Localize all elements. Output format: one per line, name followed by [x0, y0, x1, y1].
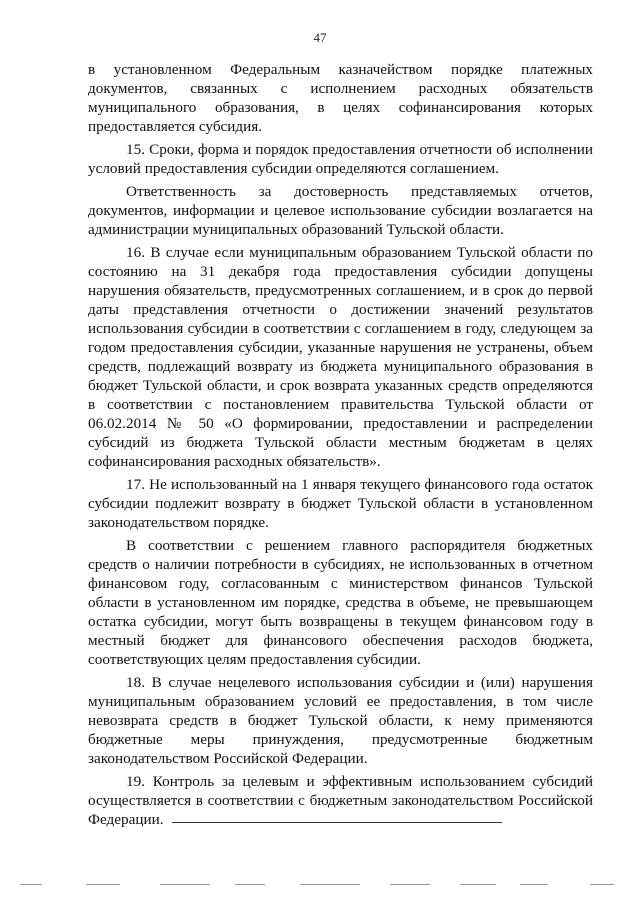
closing-rule: [172, 822, 502, 823]
paragraph-item-15: 15. Сроки, форма и порядок предоставления отчетности об исполнении условий предоставления субсидии определяются соглашением.: [88, 141, 593, 177]
paragraph-item-17: 17. Не использованный на 1 января текущего финансового года остаток субсидии подлежит возврату в бюджет Тульской области в установленном законодательством порядке.: [88, 476, 593, 531]
scan-artifacts: [20, 884, 620, 888]
paragraph-item-18: 18. В случае нецелевого использования субсидии и (или) нарушения муниципальным образованием условий ее предоставления, в том числе невозврата средств в бюджет Тульской области, к нему применяются бюджетные меры принуждения, предусмотренные бюджетным законодательством Российской Федерации.: [88, 674, 593, 767]
paragraph-item-16: 16. В случае если муниципальным образованием Тульской области по состоянию на 31 декабря года предоставления субсидии допущены нарушения обязательств, предусмотренных соглашением, и в срок до первой даты представления отчетности о достижении значений результатов использования субсидии в соответствии с соглашением в году, следующем за годом предоставления субсидии, указанные нарушения не устранены, объем средств, подлежащий возврату из бюджета муниципального образования в бюджет Тульской области, и срок возврата указанных средств определяются в соответствии с постановлением правительства Тульской области от 06.02.2014 № 50 «О формировании, предоставлении и распределении субсидий из бюджета Тульской области местным бюджетам в целях софинансирования расходных обязательств».: [88, 244, 593, 470]
paragraph-remaining-funds: В соответствии с решением главного распорядителя бюджетных средств о наличии потребности в субсидиях, не использованных в отчетном финансовом году, согласованным с министерством финансов Тульской области в установленном им порядке, средства в объеме, не превышающем остатка субсидии, могут быть возвращены в текущем финансовом году в местный бюджет для финансового обеспечения расходов бюджета, соответствующих целям предоставления субсидии.: [88, 537, 593, 668]
page-number: 47: [313, 30, 327, 45]
paragraph-responsibility: Ответственность за достоверность представляемых отчетов, документов, информации и целевое использование субсидии возлагается на администрации муниципальных образований Тульской области.: [88, 183, 593, 238]
paragraph-continuation: в установленном Федеральным казначейством порядке платежных документов, связанных с исполнением расходных обязательств муниципального образования, в целях софинансирования которых предоставляется субсидия.: [88, 61, 593, 135]
document-body: [88, 60, 593, 833]
paragraph-item-19: 19. Контроль за целевым и эффективным использованием субсидий осуществляется в соответствии с бюджетным законодательством Российской Федерации.: [88, 773, 593, 828]
